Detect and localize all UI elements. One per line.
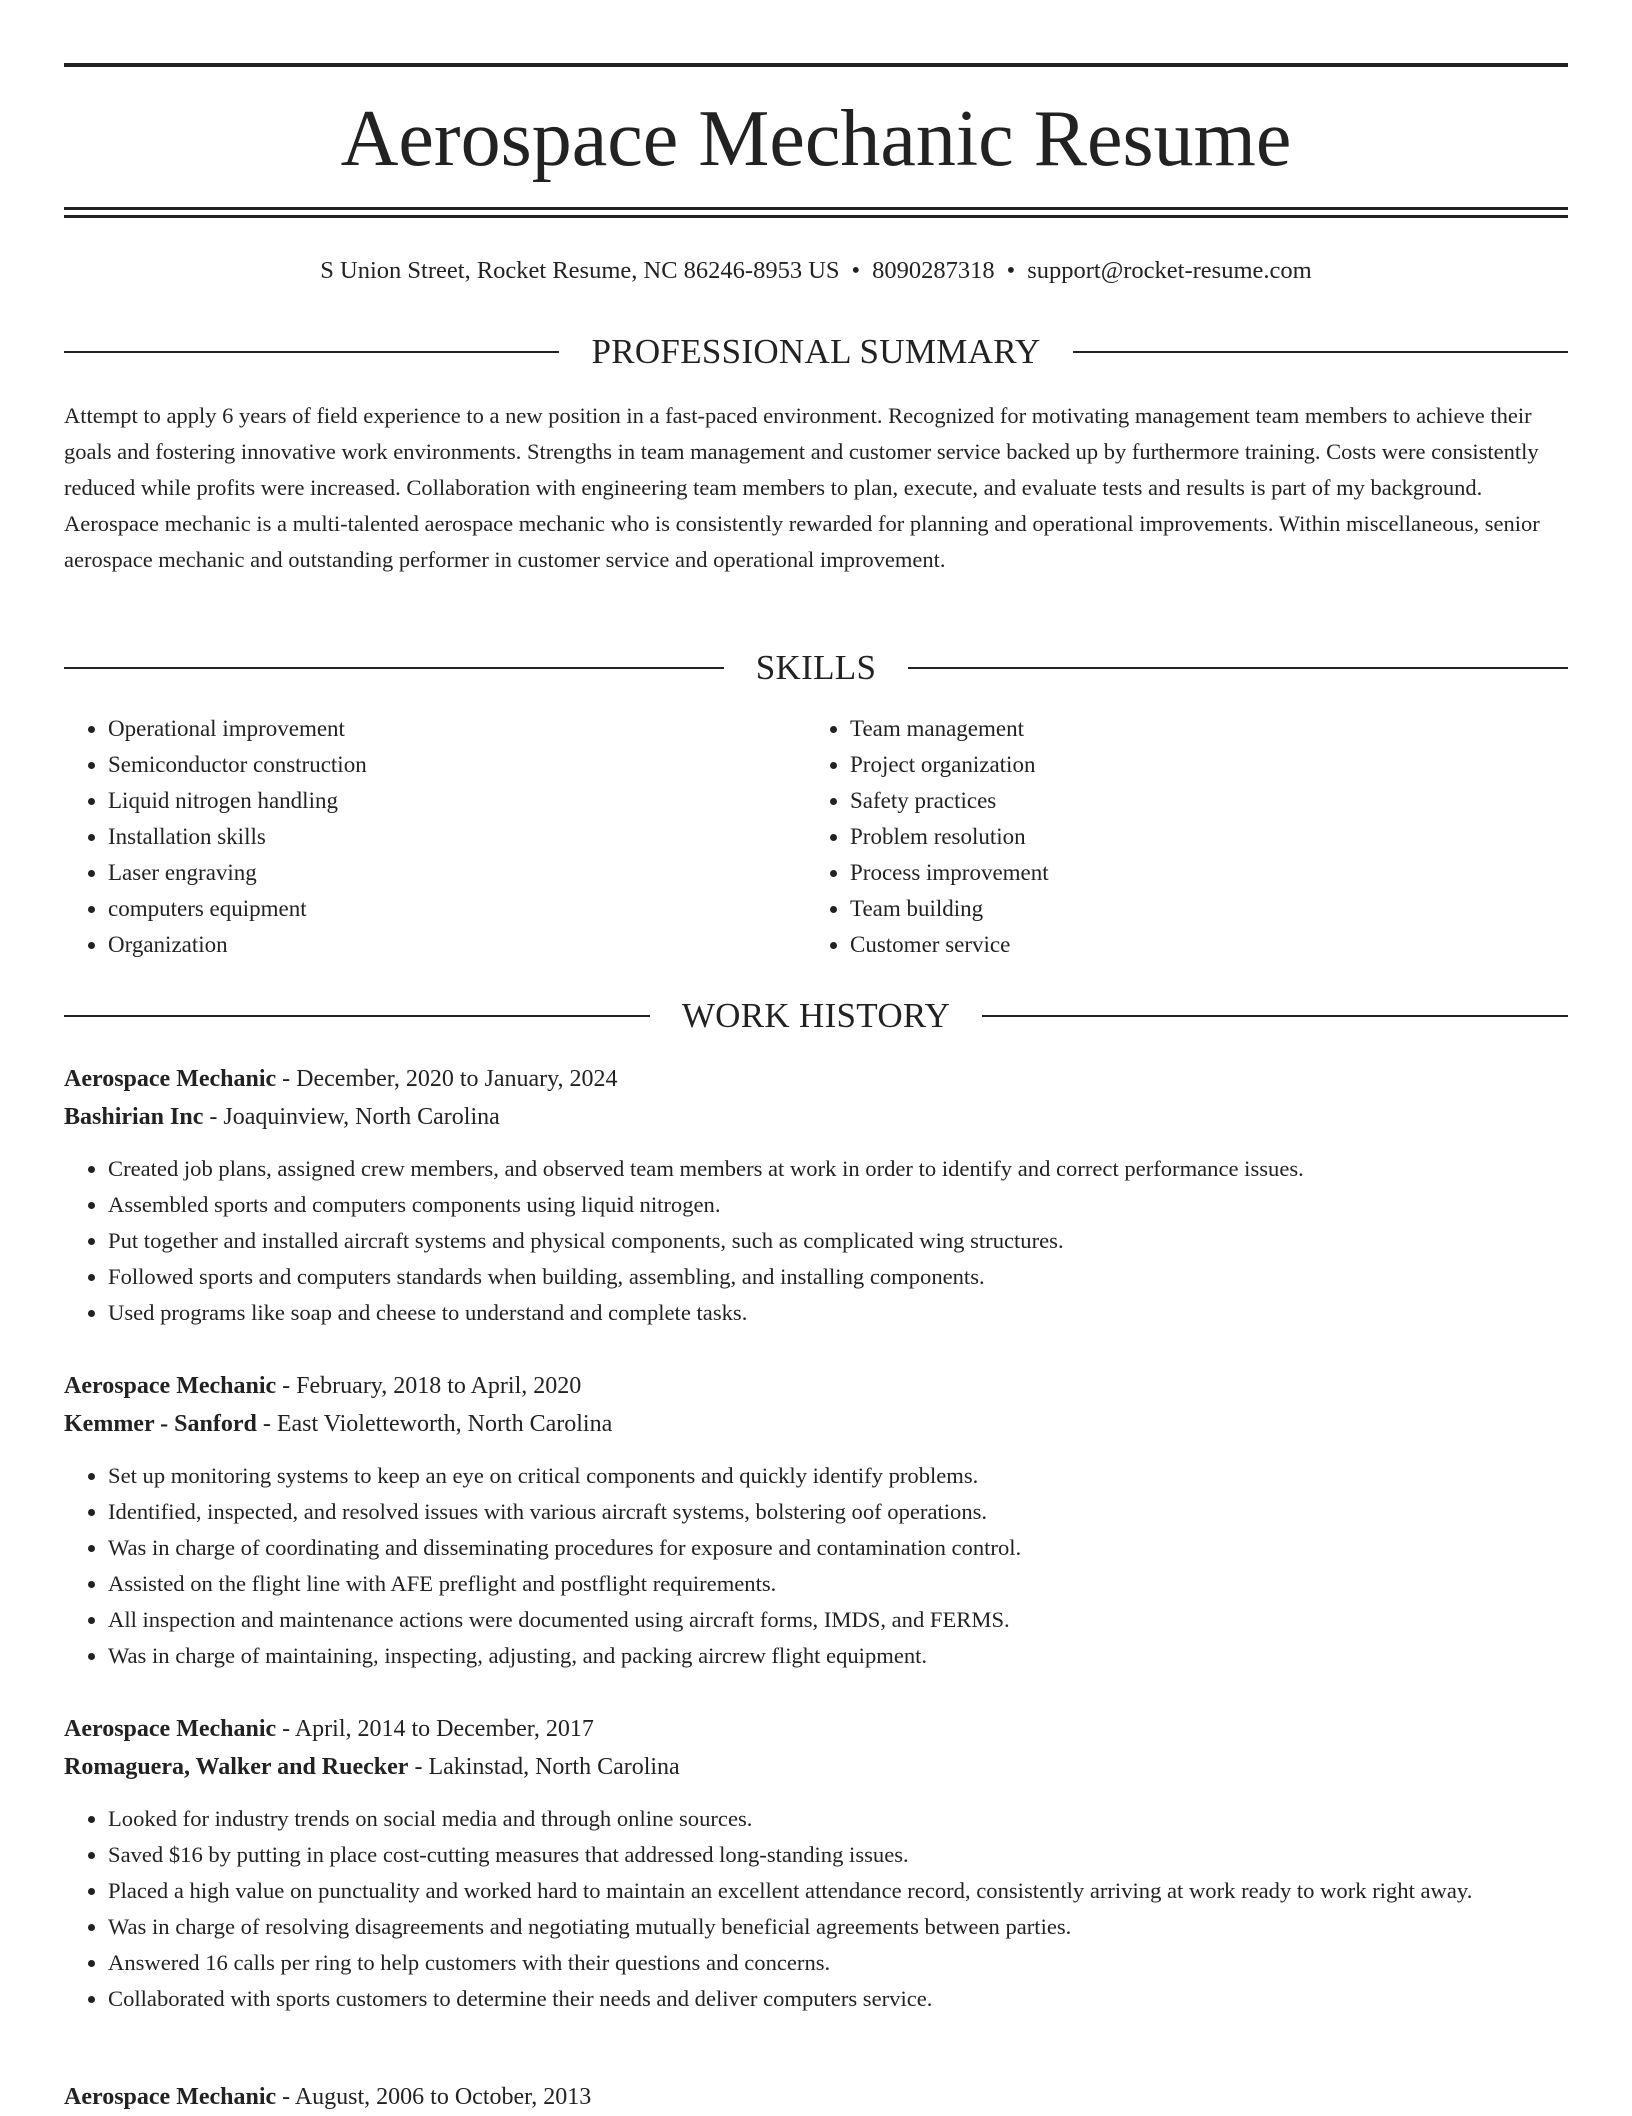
skill-item: • Organization (108, 927, 367, 963)
job-bullet: • Looked for industry trends on social media and through online sources. (108, 1801, 1568, 1837)
job-bullet: • Used programs like soap and cheese to understand and complete tasks. (108, 1295, 1568, 1331)
section-heading-work-history (64, 994, 1568, 1038)
job-company-line: Bashirian Inc - Joaquinview, North Carolina (64, 1104, 500, 1130)
job-bullet: • Placed a high value on punctuality and worked hard to maintain an excellent attendance record, consistently arriving at work ready to work right away. (108, 1873, 1568, 1909)
skill-item: • Liquid nitrogen handling (108, 783, 367, 819)
divider (64, 667, 724, 669)
job-dates: December, 2020 to January, 2024 (296, 1066, 618, 1092)
job-bullet: • Collaborated with sports customers to determine their needs and deliver computers service. (108, 1981, 1568, 2017)
job-company-line: Kemmer - Sanford - East Violetteworth, North Carolina (64, 1411, 613, 1437)
contact-line (64, 254, 1568, 288)
skill-item: • Safety practices (850, 783, 1049, 819)
job-company: Bashirian Inc (64, 1104, 204, 1130)
skill-item: • Problem resolution (850, 819, 1049, 855)
contact-phone: 8090287318 (872, 257, 995, 284)
job-title-line: Aerospace Mechanic - December, 2020 to January, 2024 (64, 1066, 618, 1092)
job-bullet: • Was in charge of maintaining, inspecting, adjusting, and packing aircrew flight equipment. (108, 1638, 1568, 1674)
job-bullet: • Assisted on the flight line with AFE preflight and postflight requirements. (108, 1566, 1568, 1602)
skills-heading: SKILLS (755, 648, 877, 687)
job-bullet: • Identified, inspected, and resolved issues with various aircraft systems, bolstering oof operations. (108, 1494, 1568, 1530)
section-heading-summary (64, 330, 1568, 374)
job-company: Kemmer - Sanford (64, 1411, 257, 1437)
contact-email: support@rocket-resume.com (1027, 257, 1312, 284)
summary-heading: PROFESSIONAL SUMMARY (591, 332, 1041, 371)
summary-text: Attempt to apply 6 years of field experience to a new position in a fast-paced environment. Recognized for motivating management team members to achieve their goals and fostering innovative work environments. Strengths in team management and customer service backed up by furthermore training. Costs were consistently reduced while profits were increased. Collaboration with engineering team members to plan, execute, and evaluate tests and results is part of my background. Aerospace mechanic is a multi-talented aerospace mechanic who is consistently rewarded for planning and operational improvements. Within miscellaneous, senior aerospace mechanic and outstanding performer in customer service and operational improvement. (64, 403, 1540, 572)
job-title: Aerospace Mechanic (64, 1066, 277, 1092)
job-bullet: • Saved $16 by putting in place cost-cutting measures that addressed long-standing issues. (108, 1837, 1568, 1873)
job-company: Romaguera, Walker and Ruecker (64, 1754, 409, 1780)
skill-item: • Process improvement (850, 855, 1049, 891)
job-bullets (64, 1801, 1568, 2017)
skill-item: • Operational improvement (108, 711, 367, 747)
job-title-line: Aerospace Mechanic - February, 2018 to April, 2020 (64, 1373, 582, 1399)
job-bullet: • Put together and installed aircraft systems and physical components, such as complicated wing structures. (108, 1223, 1568, 1259)
section-heading-skills (64, 646, 1568, 690)
job-title-line: Aerospace Mechanic - August, 2006 to October, 2013 (64, 2084, 592, 2110)
job-bullet: • Was in charge of coordinating and disseminating procedures for exposure and contamination control. (108, 1530, 1568, 1566)
divider (908, 667, 1568, 669)
job-bullet: • Was in charge of resolving disagreements and negotiating mutually beneficial agreements between parties. (108, 1909, 1568, 1945)
work-history-heading: WORK HISTORY (681, 996, 951, 1035)
job-bullet: • Answered 16 calls per ring to help customers with their questions and concerns. (108, 1945, 1568, 1981)
job-dates: August, 2006 to October, 2013 (294, 2084, 592, 2110)
divider (64, 351, 559, 353)
skill-item: • Installation skills (108, 819, 367, 855)
job-bullet: • Created job plans, assigned crew members, and observed team members at work in order to identify and correct performance issues. (108, 1151, 1568, 1187)
skill-item: • Laser engraving (108, 855, 367, 891)
skill-item: • Customer service (850, 927, 1049, 963)
job-title: Aerospace Mechanic (64, 1373, 277, 1399)
resume-title: Aerospace Mechanic Resume (340, 95, 1292, 183)
job-location: Joaquinview, North Carolina (223, 1104, 500, 1130)
job-entry (64, 1367, 1568, 1674)
skill-item: • Team building (850, 891, 1049, 927)
job-bullet: • All inspection and maintenance actions were documented using aircraft forms, IMDS, and FERMS. (108, 1602, 1568, 1638)
job-entry (64, 1060, 1568, 1331)
job-title: Aerospace Mechanic (64, 1716, 277, 1742)
job-location: East Violetteworth, North Carolina (276, 1411, 613, 1437)
job-bullet: • Assembled sports and computers components using liquid nitrogen. (108, 1187, 1568, 1223)
header-double-rule (64, 207, 1568, 218)
skill-item: • computers equipment (108, 891, 367, 927)
contact-separator: • (1006, 257, 1016, 284)
divider (64, 1015, 650, 1017)
skill-item: • Semiconductor construction (108, 747, 367, 783)
job-dates: February, 2018 to April, 2020 (296, 1373, 582, 1399)
job-dates: April, 2014 to December, 2017 (294, 1716, 594, 1742)
job-title-line: Aerospace Mechanic - April, 2014 to December, 2017 (64, 1716, 594, 1742)
job-bullet: • Set up monitoring systems to keep an eye on critical components and quickly identify problems. (108, 1458, 1568, 1494)
job-entry (64, 2078, 1568, 2116)
skills-column-right (806, 711, 1049, 963)
divider (1073, 351, 1568, 353)
job-location: Lakinstad, North Carolina (428, 1754, 680, 1780)
skill-item: • Team management (850, 711, 1049, 747)
job-bullet: • Followed sports and computers standards when building, assembling, and installing components. (108, 1259, 1568, 1295)
skill-item: • Project organization (850, 747, 1049, 783)
skills-column-left (64, 711, 367, 963)
divider (982, 1015, 1568, 1017)
contact-address: S Union Street, Rocket Resume, NC 86246-8953 US (320, 257, 840, 284)
job-entry (64, 1710, 1568, 2017)
job-bullets (64, 1151, 1568, 1331)
header-top-rule (64, 63, 1568, 67)
job-title: Aerospace Mechanic (64, 2084, 277, 2110)
job-bullets (64, 1458, 1568, 1674)
job-company-line: Romaguera, Walker and Ruecker - Lakinstad, North Carolina (64, 1754, 680, 1780)
contact-separator: • (851, 257, 861, 284)
